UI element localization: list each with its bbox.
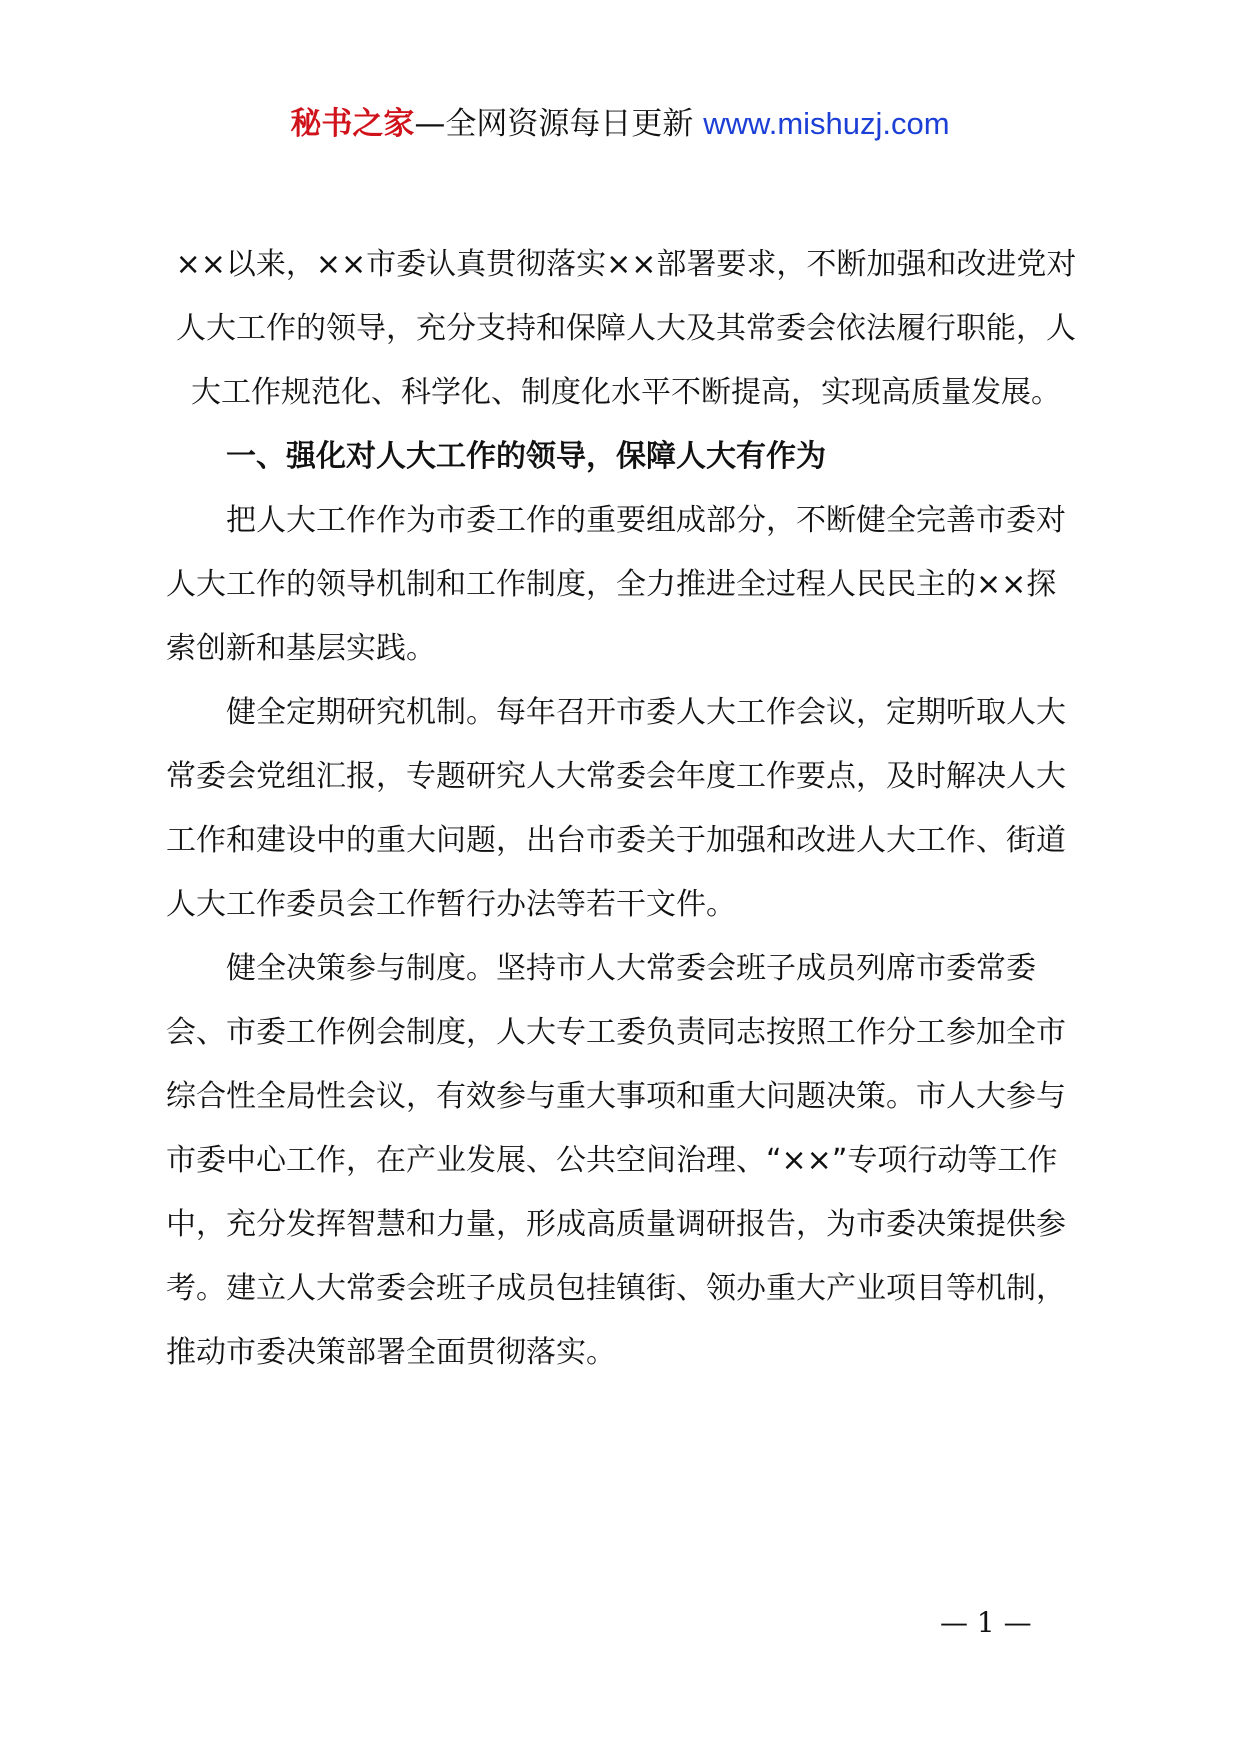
body-paragraph: 把人大工作作为市委工作的重要组成部分，不断健全完善市委对人大工作的领导机制和工作制度，全力推进全过程人民民主的××探索创新和基层实践。 [166, 503, 1066, 666]
body-paragraph: 健全定期研究机制。每年召开市委人大工作会议，定期听取人大常委会党组汇报，专题研究人大常委会年度工作要点，及时解决人大工作和建设中的重大问题，出台市委关于加强和改进人大工作、街道人大工作委员会工作暂行办法等若干文件。 [166, 695, 1066, 922]
body-paragraph: 健全决策参与制度。坚持市人大常委会班子成员列席市委常委会、市委工作例会制度，人大专工委负责同志按照工作分工参加全市综合性全局性会议，有效参与重大事项和重大问题决策。市人大参与市委中心工作，在产业发展、公共空间治理、“××”专项行动等工作中，充分发挥智慧和力量，形成高质量调研报告，为市委决策提供参考。建立人大常委会班子成员包挂镇街、领办重大产业项目等机制，推动市委决策部署全面贯彻落实。 [166, 951, 1066, 1370]
site-tagline: —全网资源每日更新 [414, 106, 694, 142]
section-heading: 一、强化对人大工作的领导，保障人大有作为 [226, 439, 826, 474]
document-body [166, 233, 1086, 1385]
brand-name: 秘书之家 [290, 106, 415, 142]
intro-paragraph: ××以来，××市委认真贯彻落实××部署要求，不断加强和改进党对人大工作的领导，充分支持和保障人大及其常委会依法履行职能，人大工作规范化、科学化、制度化水平不断提高，实现高质量发展。 [175, 247, 1077, 410]
site-url-link[interactable]: www.mishuzj.com [703, 106, 950, 141]
page-number: — 1 — [940, 1606, 1032, 1639]
site-header [0, 98, 1240, 143]
